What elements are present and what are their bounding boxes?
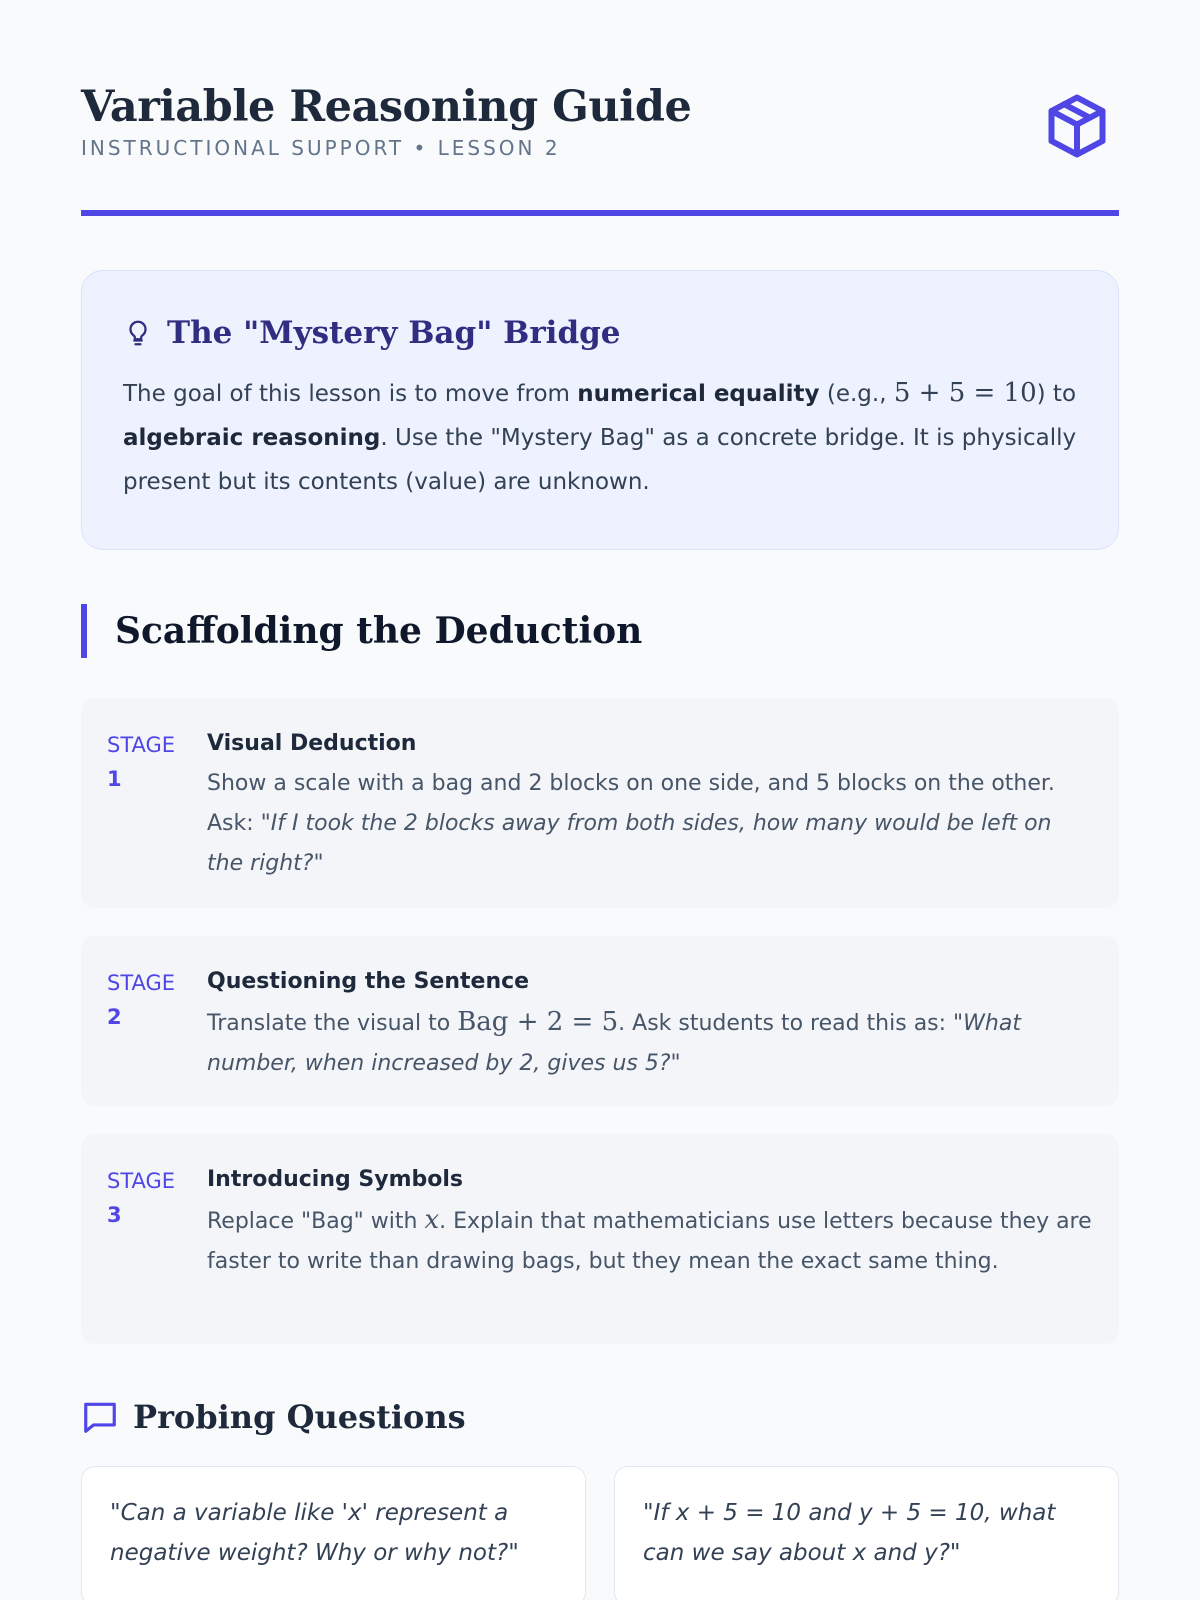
stage-card: [81, 1134, 1119, 1344]
stage-number: 1: [107, 767, 122, 791]
stage-question: "If I took the 2 blocks away from both sides, how many would be left on the right?": [207, 811, 1052, 876]
math-variable: x: [424, 1205, 440, 1235]
stage-title: Questioning the Sentence: [207, 969, 530, 994]
header-divider: [81, 210, 1119, 216]
callout-emphasis: algebraic reasoning: [123, 425, 381, 451]
callout-text: ) to: [1036, 381, 1077, 407]
probing-questions: [81, 1466, 1119, 1600]
stage-label: [107, 728, 207, 878]
stage-text: Show a scale with a bag and 2 blocks on one side, and 5 blocks on the other. Ask:: [207, 771, 1055, 836]
callout-text: (e.g.,: [819, 381, 894, 407]
stage-content: [207, 966, 1093, 1076]
section-accent-bar: [81, 604, 87, 658]
cube-icon: [1041, 88, 1113, 164]
probing-heading: [81, 1398, 1119, 1436]
callout-emphasis: numerical equality: [577, 381, 820, 407]
stage-description: [207, 1200, 1093, 1282]
stage-text: . Ask students to read this as:: [618, 1011, 954, 1036]
callout-body: [123, 371, 1077, 504]
stage-text: Translate the visual to: [207, 1011, 458, 1036]
stage-label-text: STAGE: [107, 1169, 176, 1193]
stage-number: 2: [107, 1005, 122, 1029]
stage-label: [107, 1164, 207, 1314]
stage-label: [107, 966, 207, 1076]
section-title: Scaffolding the Deduction: [115, 610, 643, 652]
question-text: "If x + 5 = 10 and y + 5 = 10, what can we say about x and y?": [643, 1500, 1056, 1566]
callout-heading: [123, 313, 1077, 353]
callout-title: The "Mystery Bag" Bridge: [167, 315, 621, 351]
stage-text: Replace "Bag" with: [207, 1209, 425, 1234]
stage-content: [207, 1164, 1093, 1314]
stage-number: 3: [107, 1203, 122, 1227]
stage-description: [207, 1002, 1093, 1084]
stage-card: [81, 936, 1119, 1106]
probing-title: Probing Questions: [133, 1398, 466, 1436]
stage-question: "What number, when increased by 2, gives us 5?": [207, 1011, 1021, 1076]
section-heading: [81, 604, 1119, 658]
question-card: [81, 1466, 586, 1600]
math-expression: Bag + 2 = 5: [457, 1007, 619, 1037]
lightbulb-icon: [123, 316, 153, 350]
chat-bubble-icon: [81, 1398, 119, 1436]
page-title: Variable Reasoning Guide: [81, 82, 692, 132]
document-header: [81, 0, 1119, 160]
question-text: "Can a variable like 'x' represent a negative weight? Why or why not?": [110, 1500, 519, 1566]
stage-description: [207, 764, 1093, 884]
stage-title: Visual Deduction: [207, 731, 417, 756]
mystery-bag-callout: [81, 270, 1119, 550]
callout-text: . Use the "Mystery Bag" as a concrete bridge. It is physically present but its contents (value) are unknown.: [123, 425, 1077, 495]
stage-text: . Explain that mathematicians use letters because they are faster to write than drawing bags, but they mean the exact same thing.: [207, 1209, 1092, 1274]
stage-list: [81, 698, 1119, 1344]
stage-card: [81, 698, 1119, 908]
stage-label-text: STAGE: [107, 971, 176, 995]
callout-text: The goal of this lesson is to move from: [123, 381, 578, 407]
stage-content: [207, 728, 1093, 878]
stage-label-text: STAGE: [107, 733, 176, 757]
math-expression: 5 + 5 = 10: [893, 378, 1037, 408]
stage-title: Introducing Symbols: [207, 1167, 463, 1192]
question-card: [614, 1466, 1119, 1600]
page-subtitle: INSTRUCTIONAL SUPPORT • LESSON 2: [81, 136, 561, 160]
